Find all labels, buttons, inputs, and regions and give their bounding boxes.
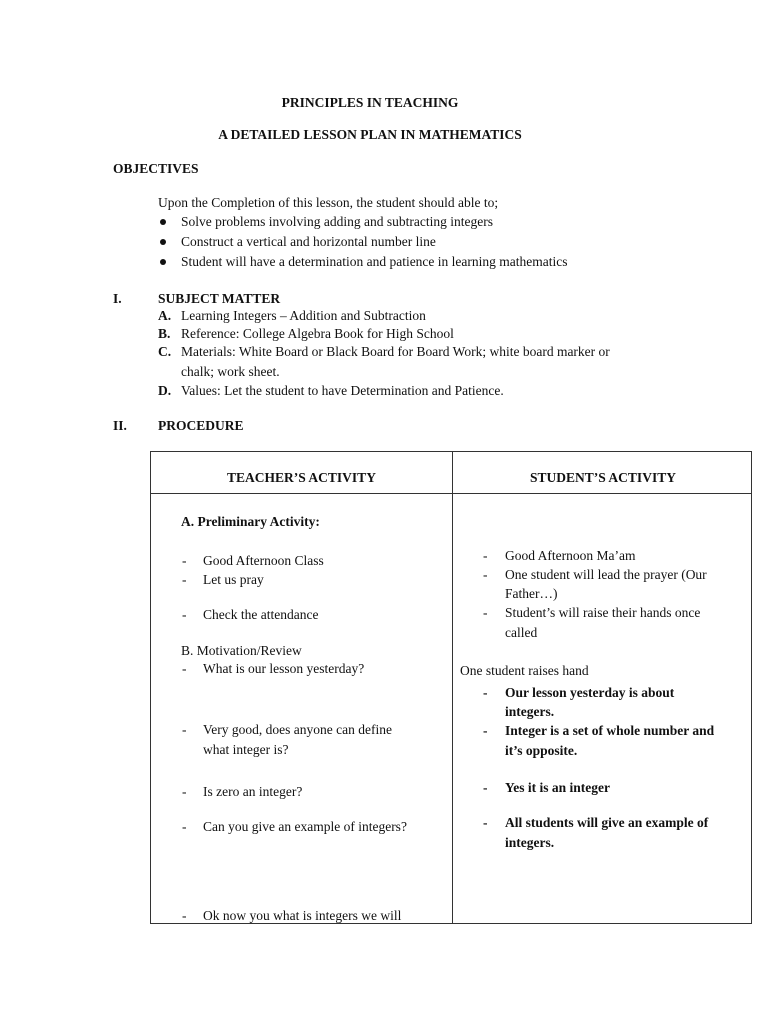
section-numeral: I. — [113, 291, 122, 306]
bullet-icon — [160, 259, 166, 265]
teacher-question-cont: what integer is? — [203, 742, 289, 757]
activity-table — [150, 451, 752, 924]
preliminary-activity-heading: A. Preliminary Activity: — [181, 514, 320, 529]
dash-bullet: - — [182, 784, 187, 799]
student-answer-cont: integers. — [505, 704, 555, 719]
student-line: One student will lead the prayer (Our — [505, 567, 707, 582]
dash-bullet: - — [182, 607, 187, 622]
objective-item: Student will have a determination and patience in learning mathematics — [181, 254, 568, 269]
teacher-question: Is zero an integer? — [203, 784, 303, 799]
teacher-question: Can you give an example of integers? — [203, 819, 407, 834]
student-note: One student raises hand — [460, 663, 589, 678]
student-answer: Our lesson yesterday is about — [505, 685, 675, 700]
dash-bullet: - — [182, 819, 187, 834]
section-numeral: II. — [113, 418, 127, 433]
dash-bullet: - — [483, 548, 488, 563]
dash-bullet: - — [483, 605, 488, 620]
list-letter: D. — [158, 383, 172, 398]
motivation-review-heading: B. Motivation/Review — [181, 643, 302, 658]
dash-bullet: - — [182, 572, 187, 587]
subject-matter-item: Learning Integers – Addition and Subtraction — [181, 308, 426, 323]
teacher-question: Ok now you what is integers we will — [203, 908, 402, 923]
objectives-intro: Upon the Completion of this lesson, the student should able to; — [158, 195, 499, 210]
student-answer: Yes it is an integer — [505, 780, 610, 795]
student-answer-cont: integers. — [505, 835, 555, 850]
student-answer-cont: it’s opposite. — [505, 743, 578, 758]
objective-item: Construct a vertical and horizontal number line — [181, 234, 436, 249]
objective-item: Solve problems involving adding and subtracting integers — [181, 214, 493, 229]
teacher-column-header: TEACHER’S ACTIVITY — [227, 470, 376, 485]
procedure-heading: PROCEDURE — [158, 418, 244, 433]
list-letter: A. — [158, 308, 172, 323]
subject-matter-item-cont: chalk; work sheet. — [181, 364, 280, 379]
bullet-icon — [160, 239, 166, 245]
student-answer: All students will give an example of — [505, 815, 709, 830]
document-title: PRINCIPLES IN TEACHING — [281, 95, 459, 110]
dash-bullet: - — [483, 815, 488, 830]
subject-matter-item: Materials: White Board or Black Board for Board Work; white board marker or — [181, 344, 610, 359]
document-subtitle: A DETAILED LESSON PLAN IN MATHEMATICS — [218, 127, 522, 142]
dash-bullet: - — [483, 780, 488, 795]
dash-bullet: - — [182, 553, 187, 568]
subject-matter-item: Values: Let the student to have Determination and Patience. — [181, 383, 504, 398]
teacher-question: Very good, does anyone can define — [203, 722, 392, 737]
dash-bullet: - — [182, 722, 187, 737]
student-line: Good Afternoon Ma’am — [505, 548, 636, 563]
student-column-header: STUDENT’S ACTIVITY — [530, 470, 676, 485]
teacher-line: Let us pray — [203, 572, 264, 587]
dash-bullet: - — [182, 661, 187, 676]
list-letter: B. — [158, 326, 171, 341]
dash-bullet: - — [483, 723, 488, 738]
teacher-question: What is our lesson yesterday? — [203, 661, 365, 676]
subject-matter-item: Reference: College Algebra Book for High School — [181, 326, 454, 341]
objectives-heading: OBJECTIVES — [113, 161, 199, 176]
teacher-line: Good Afternoon Class — [203, 553, 324, 568]
list-letter: C. — [158, 344, 172, 359]
student-line-cont: Father…) — [505, 586, 558, 601]
table-column-divider — [452, 452, 453, 923]
dash-bullet: - — [483, 567, 488, 582]
student-line: Student’s will raise their hands once — [505, 605, 701, 620]
bullet-icon — [160, 219, 166, 225]
table-header-divider — [151, 493, 751, 494]
student-answer: Integer is a set of whole number and — [505, 723, 715, 738]
dash-bullet: - — [182, 908, 187, 923]
subject-matter-heading: SUBJECT MATTER — [158, 291, 281, 306]
student-line-cont: called — [505, 625, 538, 640]
teacher-line: Check the attendance — [203, 607, 319, 622]
dash-bullet: - — [483, 685, 488, 700]
